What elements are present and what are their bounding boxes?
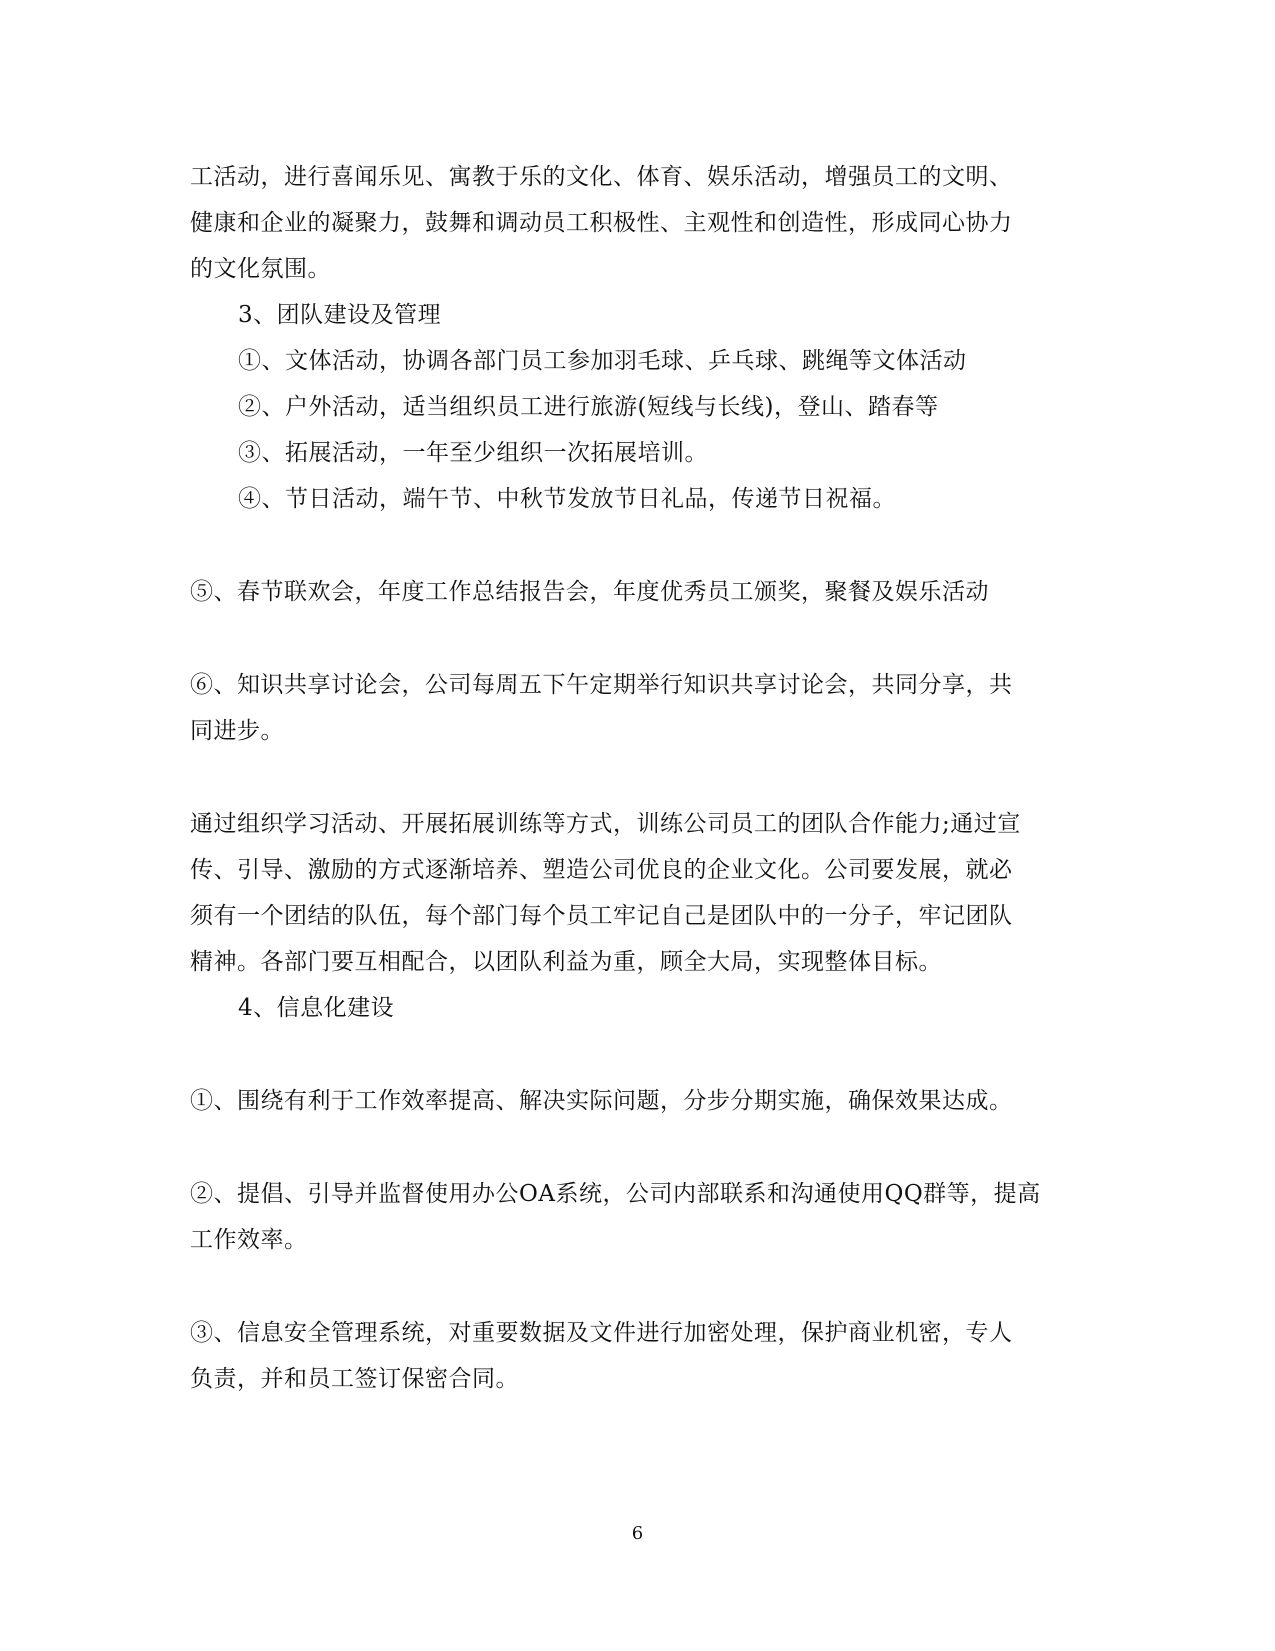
list-item-knowledge-sharing: ⑥、知识共享讨论会，公司每周五下午定期举行知识共享讨论会，共同分享，共 [190,672,1013,698]
list-item-festival-activities: ④、节日活动，端午节、中秋节发放节日礼品，传递节日祝福。 [238,486,896,512]
body-paragraph-line: 须有一个团结的队伍，每个部门每个员工牢记自己是团队中的一分子，牢记团队 [190,903,1013,929]
list-item-information-security-cont: 负责，并和员工签订保密合同。 [190,1366,519,1392]
list-item-outdoor-activities: ②、户外活动，适当组织员工进行旅游(短线与长线)，登山、踏春等 [238,394,939,420]
body-paragraph-line: 传、引导、激励的方式逐渐培养、塑造公司优良的企业文化。公司要发展，就必 [190,857,1013,883]
section-heading-informatization: 4、信息化建设 [238,995,395,1021]
list-item-oa-system-cont: 工作效率。 [190,1227,308,1253]
list-item-efficiency: ①、围绕有利于工作效率提高、解决实际问题，分步分期实施，确保效果达成。 [190,1088,1013,1114]
list-item-knowledge-sharing-cont: 同进步。 [190,718,284,744]
body-paragraph-line: 工活动，进行喜闻乐见、寓教于乐的文化、体育、娱乐活动，增强员工的文明、 [190,164,1013,190]
list-item-sports-activities: ①、文体活动，协调各部门员工参加羽毛球、乒乓球、跳绳等文体活动 [238,348,967,374]
list-item-oa-system: ②、提倡、引导并监督使用办公OA系统，公司内部联系和沟通使用QQ群等，提高 [190,1181,1041,1207]
body-paragraph-line: 精神。各部门要互相配合，以团队利益为重，顾全大局，实现整体目标。 [190,949,942,975]
list-item-spring-festival-party: ⑤、春节联欢会，年度工作总结报告会，年度优秀员工颁奖，聚餐及娱乐活动 [190,579,989,605]
body-paragraph-line: 通过组织学习活动、开展拓展训练等方式，训练公司员工的团队合作能力;通过宣 [190,811,1021,837]
body-paragraph-line: 健康和企业的凝聚力，鼓舞和调动员工积极性、主观性和创造性，形成同心协力 [190,210,1013,236]
body-paragraph-line: 的文化氛围。 [190,256,331,282]
section-heading-team-building: 3、团队建设及管理 [238,302,442,328]
list-item-information-security: ③、信息安全管理系统，对重要数据及文件进行加密处理，保护商业机密，专人 [190,1320,1013,1346]
page-number: 6 [631,1523,644,1544]
list-item-expansion-training: ③、拓展活动，一年至少组织一次拓展培训。 [238,440,708,466]
